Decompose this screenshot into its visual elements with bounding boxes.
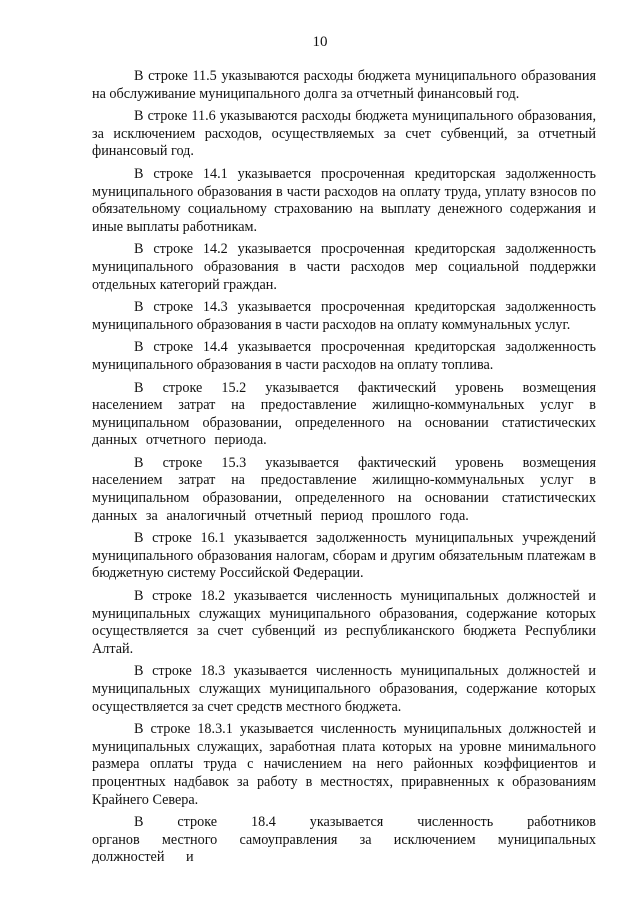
paragraph-row-18-4: В строке 18.4 указывается численность работников органов местного самоуправления за исключением муниципальных должностей и	[92, 814, 596, 866]
paragraph-row-18-3-1: В строке 18.3.1 указывается численность муниципальных должностей и муниципальных служащих, заработная плата которых на уровне минимального размера оплаты труда с начислением на него районных коэффициентов и процентных надбавок за работу в местностях, приравненных к образованиям Крайнего Севера.	[92, 721, 596, 808]
paragraph-row-15-3: В строке 15.3 указывается фактический уровень возмещения населением затрат на предоставление жилищно-коммунальных услуг в муниципальном образовании, определенного на основании статистических данных за аналогичный отчетный период прошлого года.	[92, 454, 596, 524]
paragraph-row-14-3: В строке 14.3 указывается просроченная кредиторская задолженность муниципального образования в части расходов на оплату коммунальных услуг.	[92, 299, 596, 333]
paragraph-row-16-1: В строке 16.1 указывается задолженность муниципальных учреждений муниципального образования налогам, сборам и другим обязательным платежам в бюджетную систему Российской Федерации.	[92, 530, 596, 582]
document-body	[92, 68, 596, 872]
paragraph-row-14-4: В строке 14.4 указывается просроченная кредиторская задолженность муниципального образования в части расходов на оплату топлива.	[92, 339, 596, 373]
page-number: 10	[312, 34, 328, 50]
paragraph-row-18-3: В строке 18.3 указывается численность муниципальных должностей и муниципальных служащих муниципального образования, содержание которых осуществляется за счет средств местного бюджета.	[92, 663, 596, 715]
paragraph-row-14-2: В строке 14.2 указывается просроченная кредиторская задолженность муниципального образования в части расходов мер социальной поддержки отдельных категорий граждан.	[92, 241, 596, 293]
paragraph-row-11-5: В строке 11.5 указываются расходы бюджета муниципального образования на обслуживание муниципального долга за отчетный финансовый год.	[92, 68, 596, 102]
paragraph-row-14-1: В строке 14.1 указывается просроченная кредиторская задолженность муниципального образования в части расходов на оплату труда, уплату взносов по обязательному социальному страхованию на выплату денежного содержания и иные выплаты работникам.	[92, 165, 596, 235]
paragraph-row-15-2: В строке 15.2 указывается фактический уровень возмещения населением затрат на предоставление жилищно-коммунальных услуг в муниципальном образовании, определенного на основании статистических данных отчетного периода.	[92, 379, 596, 449]
paragraph-row-18-2: В строке 18.2 указывается численность муниципальных должностей и муниципальных служащих муниципального образования, содержание которых осуществляется за счет субвенций из республиканского бюджета Республики Алтай.	[92, 588, 596, 657]
paragraph-row-11-6: В строке 11.6 указываются расходы бюджета муниципального образования, за исключением расходов, осуществляемых за счет субвенций, за отчетный финансовый год.	[92, 108, 596, 160]
